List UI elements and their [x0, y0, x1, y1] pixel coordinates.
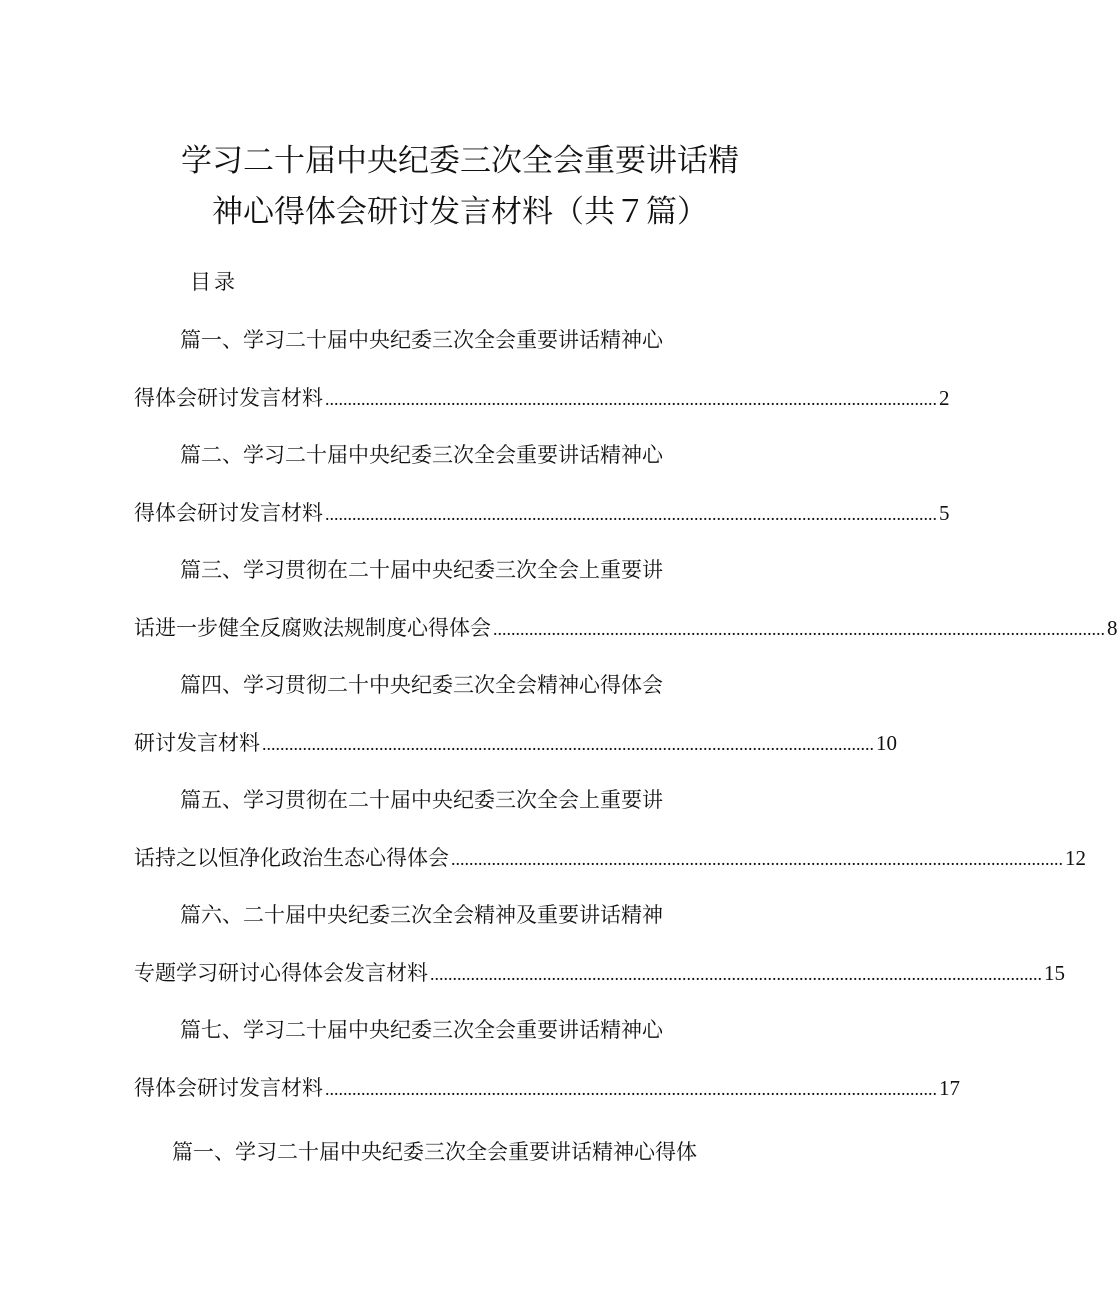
- toc-entry-title-continuation: 研讨发言材料: [134, 731, 260, 755]
- toc-entry-title-continuation: 专题学习研讨心得体会发言材料: [134, 961, 428, 985]
- toc-entry-title-line-1: 篇一、学习二十届中央纪委三次全会重要讲话精神心: [180, 328, 663, 352]
- toc-heading: 目录: [190, 270, 238, 294]
- toc-entry[interactable]: [134, 1010, 960, 1125]
- toc-entry[interactable]: [134, 895, 1065, 1010]
- toc-page-number: 5: [939, 501, 950, 525]
- toc-dot-leader: ........................................................................................................................................: [430, 964, 1042, 984]
- toc-page-number: 8: [1107, 616, 1118, 640]
- toc-entry-title-line-2: [134, 953, 1065, 994]
- toc-page-number: 15: [1044, 961, 1065, 985]
- toc-entry-title-continuation: 话进一步健全反腐败法规制度心得体会: [134, 616, 491, 640]
- toc-entry-title-continuation: 得体会研讨发言材料: [134, 1076, 323, 1100]
- toc-entry-title-line-1: 篇五、学习贯彻在二十届中央纪委三次全会上重要讲: [180, 788, 663, 812]
- toc-dot-leader: ........................................................................................................................................: [325, 1079, 937, 1099]
- toc-dot-leader: ........................................................................................................................................: [325, 504, 937, 524]
- document-title-line-1: 学习二十届中央纪委三次全会重要讲话精: [181, 143, 739, 179]
- toc-entry-title-line-2: [134, 1068, 960, 1109]
- toc-entry[interactable]: [134, 435, 950, 550]
- toc-page-number: 2: [939, 386, 950, 410]
- toc-entry-title-line-1: 篇四、学习贯彻二十中央纪委三次全会精神心得体会: [180, 673, 663, 697]
- toc-entry-title-line-2: [134, 723, 897, 764]
- section-heading: 篇一、学习二十届中央纪委三次全会重要讲话精神心得体: [172, 1140, 697, 1164]
- toc-page-number: 10: [876, 731, 897, 755]
- toc-entry[interactable]: [134, 780, 1086, 895]
- toc-dot-leader: ........................................................................................................................................: [262, 734, 874, 754]
- toc-entry-title-line-1: 篇二、学习二十届中央纪委三次全会重要讲话精神心: [180, 443, 663, 467]
- toc-entry-title-continuation: 得体会研讨发言材料: [134, 386, 323, 410]
- document-title: [0, 136, 920, 238]
- toc-entry[interactable]: [134, 320, 950, 435]
- toc-entry-title-line-2: [134, 838, 1086, 879]
- document-title-line-2: 神心得体会研讨发言材料（共７篇）: [212, 194, 708, 230]
- toc-entry[interactable]: [134, 665, 897, 780]
- toc-entry-title-line-1: 篇三、学习贯彻在二十届中央纪委三次全会上重要讲: [180, 558, 663, 582]
- toc-page-number: 12: [1065, 846, 1086, 870]
- toc-entry-title-line-2: [134, 608, 1118, 649]
- toc-entry-title-line-2: [134, 493, 950, 534]
- toc-page-number: 17: [939, 1076, 960, 1100]
- toc-entry-title-line-1: 篇七、学习二十届中央纪委三次全会重要讲话精神心: [180, 1018, 663, 1042]
- toc-entry-title-continuation: 得体会研讨发言材料: [134, 501, 323, 525]
- toc-dot-leader: ........................................................................................................................................: [493, 619, 1105, 639]
- toc-entry-title-line-2: [134, 378, 950, 419]
- toc-entry-title-continuation: 话持之以恒净化政治生态心得体会: [134, 846, 449, 870]
- toc-entry[interactable]: [134, 550, 1118, 665]
- toc-entry-title-line-1: 篇六、二十届中央纪委三次全会精神及重要讲话精神: [180, 903, 663, 927]
- toc-dot-leader: ........................................................................................................................................: [451, 849, 1063, 869]
- table-of-contents: [134, 320, 1118, 1125]
- toc-dot-leader: ........................................................................................................................................: [325, 389, 937, 409]
